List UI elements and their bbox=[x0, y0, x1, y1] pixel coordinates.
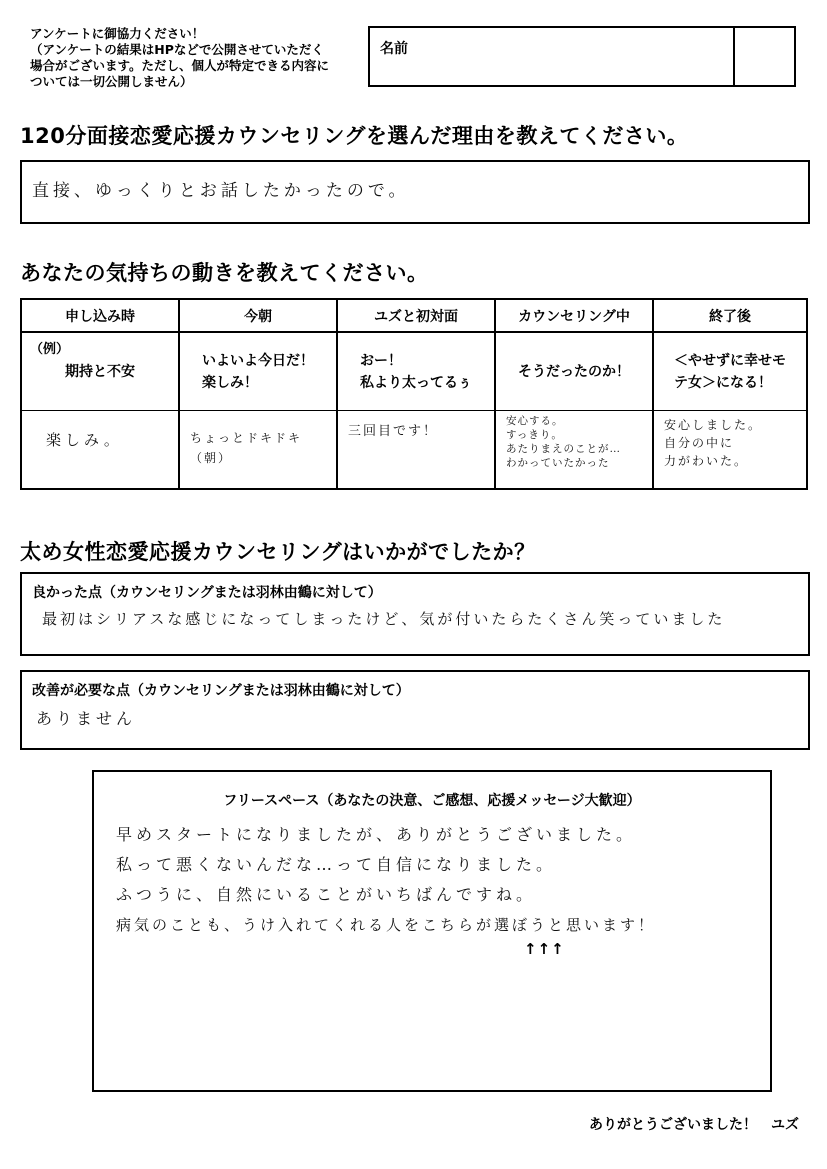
name-field[interactable] bbox=[368, 26, 796, 87]
feelings-column-signup bbox=[22, 300, 180, 488]
column-header: ユズと初対面 bbox=[338, 300, 494, 333]
column-example bbox=[654, 333, 806, 411]
survey-intro bbox=[30, 26, 360, 90]
good-points-label: 良かった点（カウンセリングまたは羽林由鶴に対して） bbox=[32, 585, 382, 601]
free-space-title: フリースペース（あなたの決意、ご感想、応援メッセージ大歓迎） bbox=[223, 793, 641, 809]
feelings-column-during-counseling bbox=[496, 300, 654, 488]
column-answer[interactable]: ちょっとドキドキ（朝） bbox=[190, 431, 303, 465]
name-box-divider bbox=[733, 28, 735, 85]
feelings-column-first-meeting bbox=[338, 300, 496, 488]
name-label: 名前 bbox=[380, 41, 408, 57]
example-text: いよいよ今日だ！ 楽しみ！ bbox=[202, 352, 314, 391]
message-line: 早めスタートになりましたが、ありがとうございました。 bbox=[116, 825, 637, 844]
message-line: 病気のことも、うけ入れてくれる人をこちらが選ぼうと思います！ bbox=[116, 916, 657, 934]
improvement-answer: ありません bbox=[36, 709, 137, 728]
arrow-marks: ↑↑↑ bbox=[524, 940, 565, 958]
intro-line: アンケートに御協力ください！ bbox=[30, 26, 205, 41]
column-header: 申し込み時 bbox=[22, 300, 178, 333]
column-example bbox=[496, 333, 652, 411]
intro-line: （アンケートの結果はHPなどで公開させていただく bbox=[30, 42, 324, 57]
question-1-title: 120分面接恋愛応援カウンセリングを選んだ理由を教えてください。 bbox=[20, 124, 689, 148]
column-answer[interactable]: 安心しました。 自分の中に 力がわいた。 bbox=[664, 418, 763, 468]
feelings-column-after bbox=[654, 300, 806, 488]
improvement-box[interactable] bbox=[20, 670, 810, 750]
good-points-answer: 最初はシリアスな感じになってしまったけど、気が付いたらたくさん笑っていました bbox=[42, 610, 726, 628]
question-2-title: あなたの気持ちの動きを教えてください。 bbox=[20, 261, 429, 285]
feelings-table bbox=[20, 298, 808, 490]
question-3-title: 太め女性恋愛応援カウンセリングはいかがでしたか？ bbox=[20, 540, 536, 564]
closing-thanks: ありがとうございました！ ユズ bbox=[589, 1117, 799, 1133]
free-space-message bbox=[116, 820, 656, 940]
intro-line: 場合がございます。ただし、個人が特定できる内容に bbox=[30, 58, 330, 73]
example-text: ＜やせずに幸せモ テ女＞になる！ bbox=[674, 352, 786, 391]
question-1-answer-box[interactable] bbox=[20, 160, 810, 224]
column-header: 終了後 bbox=[654, 300, 806, 333]
column-example bbox=[180, 333, 336, 411]
example-text: そうだったのか！ bbox=[518, 363, 630, 380]
intro-line: ついては一切公開しません） bbox=[30, 74, 193, 89]
column-example bbox=[338, 333, 494, 411]
example-text: おー！ 私より太ってるぅ bbox=[360, 352, 472, 391]
column-answer[interactable]: 安心する。 すっきり。 あたりまえのことが… わかっていたかった bbox=[506, 415, 621, 469]
column-header: カウンセリング中 bbox=[496, 300, 652, 333]
free-space-box[interactable] bbox=[92, 770, 772, 1092]
improvement-label: 改善が必要な点（カウンセリングまたは羽林由鶴に対して） bbox=[32, 683, 410, 699]
example-mark: （例） bbox=[30, 342, 70, 357]
example-text: 期持と不安 bbox=[65, 363, 135, 380]
question-1-answer: 直接、ゆっくりとお話したかったので。 bbox=[32, 181, 410, 201]
good-points-box[interactable] bbox=[20, 572, 810, 656]
column-header: 今朝 bbox=[180, 300, 336, 333]
message-line: 私って悪くないんだな…って自信になりました。 bbox=[116, 855, 557, 874]
message-line: ふつうに、自然にいることがいちばんですね。 bbox=[116, 885, 537, 904]
feelings-column-this-morning bbox=[180, 300, 338, 488]
column-answer[interactable]: 楽しみ。 bbox=[46, 431, 123, 449]
column-answer[interactable]: 三回目です！ bbox=[348, 424, 439, 439]
